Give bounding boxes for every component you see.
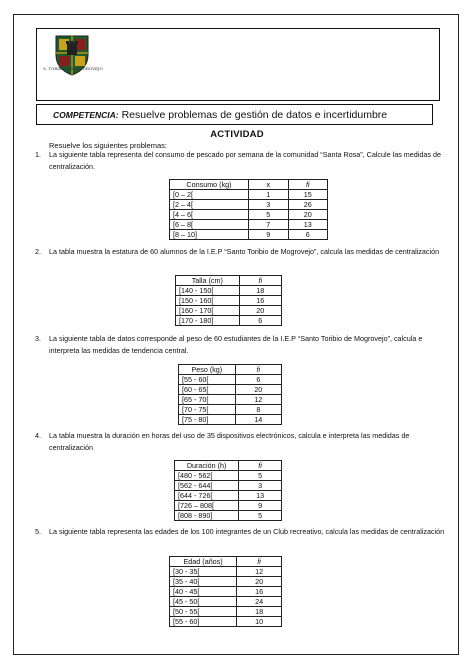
table-cell: 20 [239, 306, 281, 316]
table-cell: 16 [239, 296, 281, 306]
table-cell: [6 – 8[ [170, 220, 249, 230]
table-cell: [8 – 10] [170, 230, 249, 240]
table-header: Edad (años) [170, 557, 237, 567]
table-cell: 24 [237, 597, 282, 607]
table-cell: 18 [239, 286, 281, 296]
table-row [179, 375, 282, 385]
table-cell: [40 - 45[ [170, 587, 237, 597]
table-cell: [30 - 35[ [170, 567, 237, 577]
table-row [179, 405, 282, 415]
table-cell: 15 [288, 190, 328, 200]
table-row [176, 286, 282, 296]
table-cell: 12 [237, 567, 282, 577]
table-cell: 20 [237, 577, 282, 587]
competencia-box [36, 104, 433, 125]
table-cell: [140 - 150[ [176, 286, 240, 296]
table-cell: [60 - 65[ [179, 385, 236, 395]
competencia-label: COMPETENCIA: [53, 110, 119, 120]
table-header-row [170, 180, 328, 190]
competencia-line [53, 109, 387, 121]
problem-text: La siguiente tabla representa las edades de los 100 integrantes de un Club recreativo, calcula las medidas de centralización [49, 527, 445, 536]
problem-text: La tabla muestra la duración en horas del uso de 35 dispositivos electrónicos, calcula e interpreta las medidas de centralización [49, 431, 410, 452]
table-cell: [726 – 808[ [175, 501, 239, 511]
table-cell: 5 [239, 471, 282, 481]
table-row [170, 567, 282, 577]
page-title: ACTIVIDAD [210, 129, 264, 140]
table-row [170, 577, 282, 587]
table-row [179, 415, 282, 425]
table-row [170, 617, 282, 627]
table-header: Consumo (kg) [170, 180, 249, 190]
table-row [170, 220, 328, 230]
table-cell: [50 - 55[ [170, 607, 237, 617]
table-header: x [249, 180, 289, 190]
table-cell: [150 - 160[ [176, 296, 240, 306]
table-cell: 26 [288, 200, 328, 210]
table-cell: [480 - 562[ [175, 471, 239, 481]
table-cell: [170 - 180] [176, 316, 240, 326]
table-cell: [45 - 50[ [170, 597, 237, 607]
table-row [170, 200, 328, 210]
table-cell: 9 [239, 501, 282, 511]
table-row [175, 481, 282, 491]
table-cell: 7 [249, 220, 289, 230]
table-cell: [55 - 60[ [179, 375, 236, 385]
table-cell: 8 [235, 405, 281, 415]
table-cell: 1 [249, 190, 289, 200]
problem-number: 4. [35, 431, 41, 440]
table-row [176, 306, 282, 316]
table-cell: 18 [237, 607, 282, 617]
table-cell: 13 [239, 491, 282, 501]
crest-caption: S. TORIBIO DE MOGROVEJO [43, 66, 103, 71]
table-cell: [4 – 6[ [170, 210, 249, 220]
table-header: Peso (kg) [179, 365, 236, 375]
table-cell: 5 [249, 210, 289, 220]
problem-number: 3. [35, 334, 41, 343]
table-cell: 5 [239, 511, 282, 521]
table-cell: 20 [235, 385, 281, 395]
table-row [176, 316, 282, 326]
table-row [176, 296, 282, 306]
table-cell: 12 [235, 395, 281, 405]
table-cell: [55 - 60] [170, 617, 237, 627]
table-cell: 10 [237, 617, 282, 627]
problem-text: La siguiente tabla de datos corresponde al peso de 60 estudiantes de la I.E.P “Santo Toribio de Mogrovejo”, calcula e interpreta las medidas de tendencia central. [49, 334, 423, 355]
table-header: Talla (cm) [176, 276, 240, 286]
table-row [170, 607, 282, 617]
table-row [170, 210, 328, 220]
table-header: Duración (h) [175, 461, 239, 471]
problem-number: 1. [35, 150, 41, 159]
table-talla [175, 275, 282, 326]
problem-text: La tabla muestra la estatura de 60 alumnos de la I.E.P “Santo Toribio de Mogrovejo”, calcula las medidas de centralización [49, 247, 440, 256]
table-row [170, 587, 282, 597]
problem-number: 5. [35, 527, 41, 536]
table-header: fi [239, 276, 281, 286]
table-cell: [35 - 40[ [170, 577, 237, 587]
table-row [179, 395, 282, 405]
table-row [175, 471, 282, 481]
table-cell: [160 - 170[ [176, 306, 240, 316]
table-row [175, 491, 282, 501]
header-box [36, 28, 440, 101]
table-header-row [170, 557, 282, 567]
table-cell: [75 - 80] [179, 415, 236, 425]
table-row [170, 597, 282, 607]
intro-text: Resuelve los siguientes problemas: [49, 141, 167, 150]
table-peso [178, 364, 282, 425]
table-cell: 6 [239, 316, 281, 326]
table-row [179, 385, 282, 395]
table-header: fi [235, 365, 281, 375]
table-cell: 6 [288, 230, 328, 240]
competencia-text: Resuelve problemas de gestión de datos e incertidumbre [121, 109, 388, 121]
table-cell: [65 - 70[ [179, 395, 236, 405]
table-cell: 14 [235, 415, 281, 425]
table-consumo [169, 179, 328, 240]
table-cell: 9 [249, 230, 289, 240]
table-row [175, 511, 282, 521]
table-cell: 3 [239, 481, 282, 491]
table-cell: [808 - 890] [175, 511, 239, 521]
table-cell: 16 [237, 587, 282, 597]
table-cell: 13 [288, 220, 328, 230]
problem-number: 2. [35, 247, 41, 256]
table-cell: 3 [249, 200, 289, 210]
table-cell: [0 – 2[ [170, 190, 249, 200]
problem-text: La siguiente tabla representa del consumo de pescado por semana de la comunidad “Santa Rosa”, Calcule las medidas de centralización. [49, 150, 441, 171]
table-cell: [70 - 75[ [179, 405, 236, 415]
table-duracion [174, 460, 282, 521]
table-cell: [562 - 644[ [175, 481, 239, 491]
table-header-row [176, 276, 282, 286]
table-header-row [179, 365, 282, 375]
table-cell: 20 [288, 210, 328, 220]
table-header: fi [237, 557, 282, 567]
table-header: fi [239, 461, 282, 471]
table-row [175, 501, 282, 511]
table-header-row [175, 461, 282, 471]
table-cell: 6 [235, 375, 281, 385]
table-header: fi [288, 180, 328, 190]
table-row [170, 230, 328, 240]
table-row [170, 190, 328, 200]
table-cell: [2 – 4[ [170, 200, 249, 210]
table-cell: [644 - 726[ [175, 491, 239, 501]
table-edad [169, 556, 282, 627]
